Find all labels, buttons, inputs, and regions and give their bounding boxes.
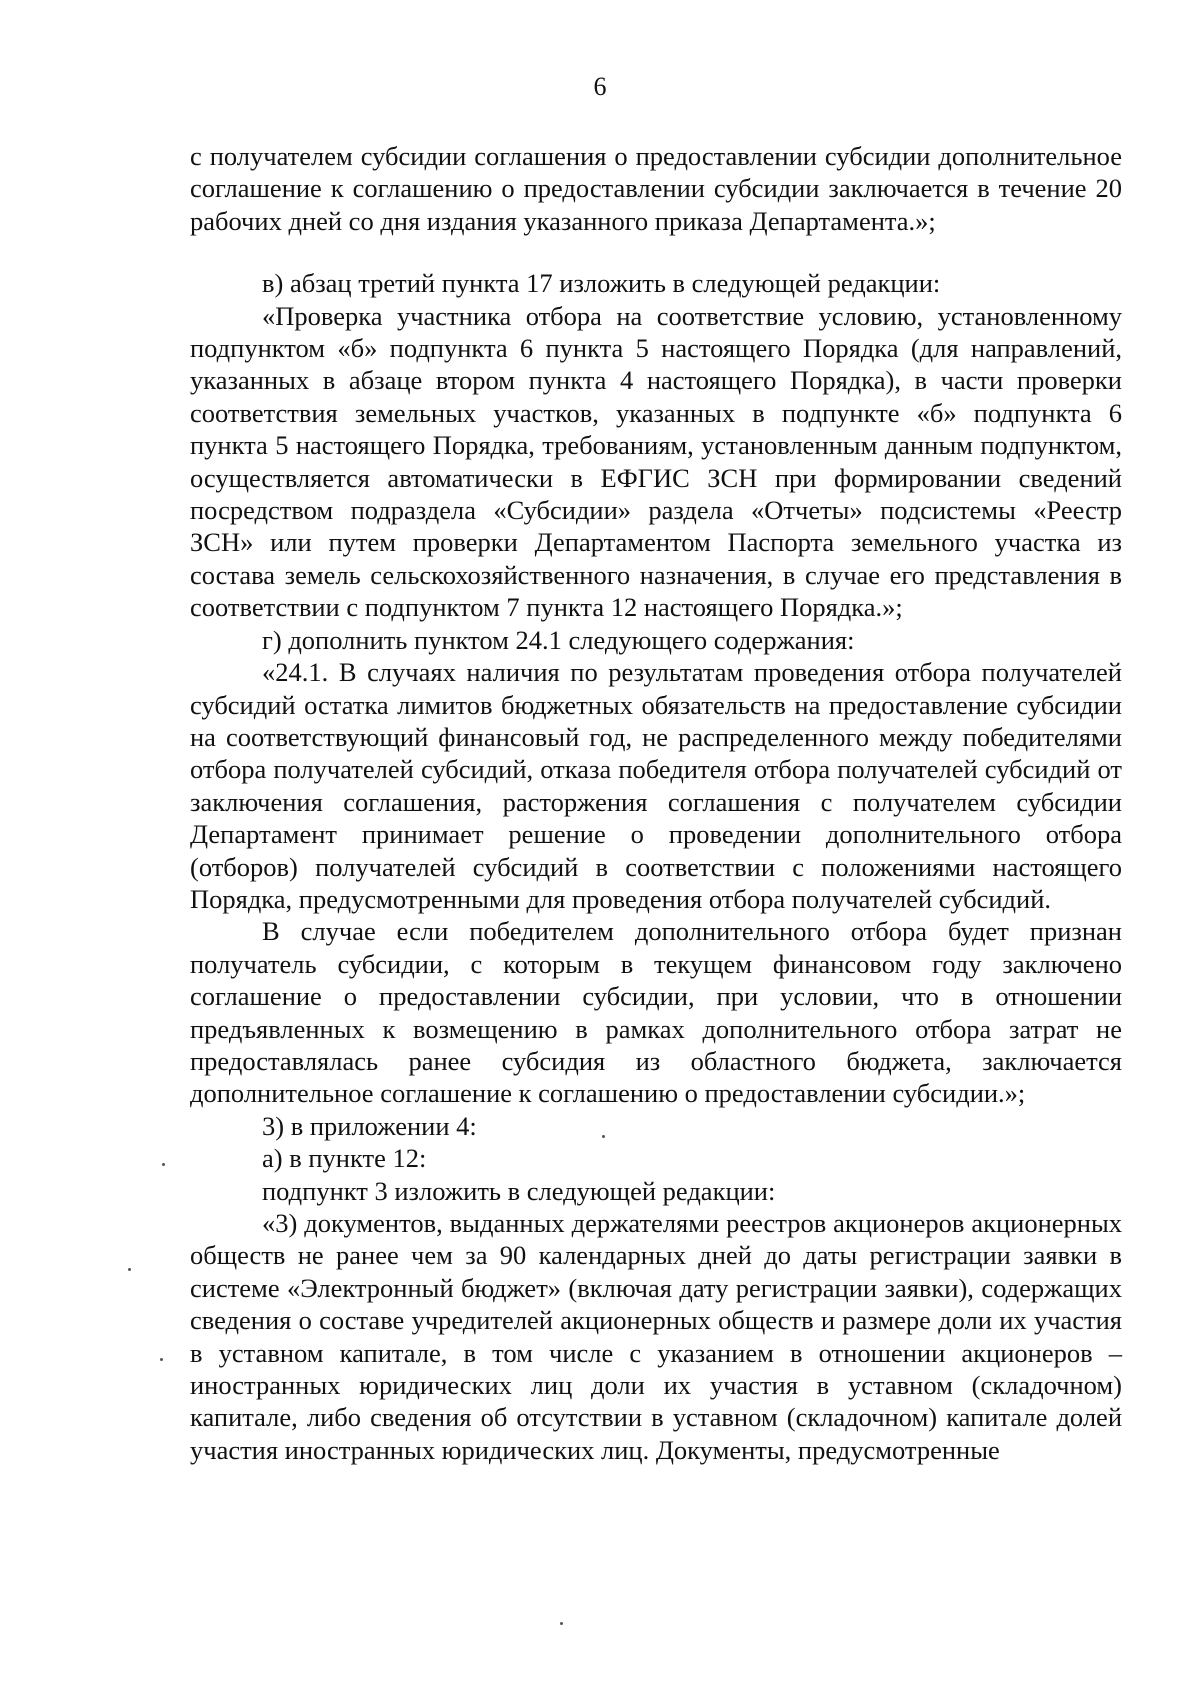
- scan-speck: [602, 1135, 605, 1138]
- paragraph-item-3: 3) в приложении 4:: [262, 1110, 477, 1141]
- paragraph-item-g: г) дополнить пунктом 24.1 следующего содержания:: [262, 624, 855, 655]
- paragraph-continuation: с получателем субсидии соглашения о предоставлении субсидии дополнительное соглашение к соглашению о предоставлении субсидии заключается в течение 20 рабочих дней со дня издания указанного приказа Департамента.»;: [190, 141, 1122, 236]
- scan-speck: [128, 1268, 131, 1271]
- paragraph-item-v: в) абзац третий пункта 17 изложить в следующей редакции:: [262, 268, 941, 299]
- document-body: [190, 140, 1122, 1466]
- scan-speck: [560, 1622, 563, 1625]
- paragraph-quote-24-1: «24.1. В случаях наличия по результатам проведения отбора получателей субсидий остатка лимитов бюджетных обязательств на предоставление субсидии на соответствующий финансовый год, не распределенного между победителями отбора получателей субсидий, отказа победителя отбора получателей субсидий от заключения соглашения, расторжения соглашения с получателем субсидии Департамент принимает решение о проведении дополнительного отбора (отборов) получателей субсидий в соответствии с положениями настоящего Порядка, предусмотренными для проведения отбора получателей субсидий.: [190, 657, 1122, 914]
- paragraph-item-a: а) в пункте 12:: [262, 1143, 427, 1174]
- scan-speck: [162, 1163, 165, 1166]
- paragraph-quote-documents: «3) документов, выданных держателями реестров акционеров акционерных обществ не ранее чем за 90 календарных дней до даты регистрации заявки в системе «Электронный бюджет» (включая дату регистрации заявки), содержащих сведения о составе учредителей акционерных обществ и размере доли их участия в уставном капитале, в том числе с указанием в отношении акционеров – иностранных юридических лиц доли их участия в уставном (складочном) капитале, либо сведения об отсутствии в уставном (складочном) капитале долей участия иностранных юридических лиц. Документы, предусмотренные: [190, 1208, 1122, 1465]
- paragraph-subpoint-3: подпункт 3 изложить в следующей редакции:: [262, 1175, 776, 1206]
- paragraph-additional-selection: В случае если победителем дополнительного отбора будет признан получатель субсидии, с которым в текущем финансовом году заключено соглашение о предоставлении субсидии, при условии, что в отношении предъявленных к возмещению в рамках дополнительного отбора затрат не предоставлялась ранее субсидия из областного бюджета, заключается дополнительное соглашение к соглашению о предоставлении субсидии.»;: [190, 916, 1122, 1109]
- scan-speck: [160, 1358, 163, 1361]
- paragraph-quote-check: «Проверка участника отбора на соответствие условию, установленному подпунктом «б» подпункта 6 пункта 5 настоящего Порядка (для направлений, указанных в абзаце втором пункта 4 настоящего Порядка), в части проверки соответствия земельных участков, указанных в подпункте «б» подпункта 6 пункта 5 настоящего Порядка, требованиям, установленным данным подпунктом, осуществляется автоматически в ЕФГИС ЗСН при формировании сведений посредством подраздела «Субсидии» раздела «Отчеты» подсистемы «Реестр ЗСН» или путем проверки Департаментом Паспорта земельного участка из состава земель сельскохозяйственного назначения, в случае его представления в соответствии с подпунктом 7 пункта 12 настоящего Порядка.»;: [190, 300, 1122, 623]
- page-number: 6: [593, 72, 607, 101]
